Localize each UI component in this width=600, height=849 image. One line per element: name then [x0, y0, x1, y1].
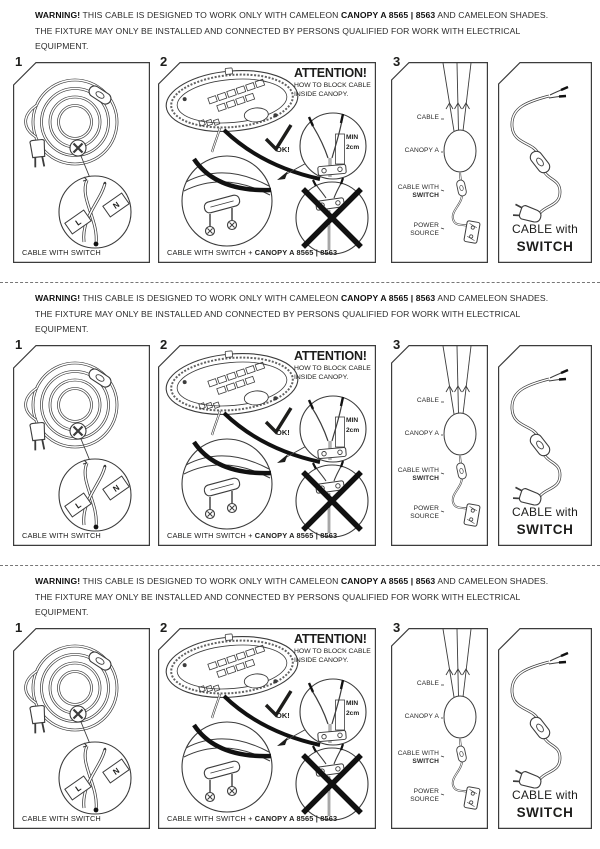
warning-line2: THE FIXTURE MAY ONLY BE INSTALLED AND CONNECTED BY PERSONS QUALIFIED FOR WORK WITH ELECTRICAL EQUIPMENT. — [35, 308, 521, 334]
wrong-way-detail — [296, 178, 368, 254]
attention-line1: HOW TO BLOCK CABLE — [294, 365, 371, 372]
product-title-line2: SWITCH — [516, 239, 574, 254]
attention-line2: INSIDE CANOPY. — [294, 656, 349, 664]
warning-line2: THE FIXTURE MAY ONLY BE INSTALLED AND CONNECTED BY PERSONS QUALIFIED FOR WORK WITH ELECTRICAL EQUIPMENT. — [35, 25, 521, 51]
panel-canopy-mounting — [158, 338, 376, 546]
panel-assembly-scheme — [391, 55, 488, 263]
neutral-wire-label: N — [102, 475, 130, 500]
live-wire-label: L — [64, 209, 92, 234]
panels-row — [13, 55, 592, 263]
attention-title: ATTENTION! — [294, 632, 367, 646]
step-number: 1 — [15, 54, 23, 69]
canopy-side-view — [444, 130, 476, 172]
cable-with-label: CABLE WITH — [397, 184, 439, 191]
product-title-line1: CABLE with — [511, 222, 579, 236]
panel-product — [498, 55, 592, 263]
canopy-label: CANOPY A — [404, 713, 439, 720]
canopy-side-view — [444, 413, 476, 455]
product-title-line2: SWITCH — [516, 805, 574, 820]
clamp-magnifier — [182, 722, 272, 812]
warning-word: WARNING! — [35, 10, 81, 20]
switch-label: SWITCH — [412, 475, 439, 482]
instruction-section — [0, 283, 600, 566]
product-title-line1: CABLE with — [511, 505, 579, 519]
cable-label: CABLE — [416, 680, 439, 687]
min-distance-label: MIN 2cm — [346, 417, 360, 434]
panels-row — [13, 338, 592, 546]
panel-cable-with-switch — [13, 55, 150, 263]
instruction-section — [0, 566, 600, 849]
clamp-magnifier — [182, 156, 272, 246]
product-title — [498, 222, 592, 254]
step-number: 1 — [15, 620, 23, 635]
attention-title: ATTENTION! — [294, 349, 367, 363]
coiled-cable-diagram — [13, 62, 150, 263]
warning-text: WARNING! THIS CABLE IS DESIGNED TO WORK ONLY WITH CAMELEON CANOPY A 8565 | 8563 AND CAMELEON SHADES. THE FIXTURE MAY ONLY BE INSTALLED AND CONNECTED BY PERSONS QUALIFIED FOR WORK WITH ELECTRICAL EQUIPMENT. — [35, 576, 549, 617]
step-number: 3 — [393, 337, 401, 352]
panel-canopy-mounting — [158, 55, 376, 263]
attention-line1: HOW TO BLOCK CABLE — [294, 648, 371, 655]
canopy-side-view — [444, 696, 476, 738]
panel-caption: CABLE WITH SWITCH — [22, 248, 101, 257]
attention-title: ATTENTION! — [294, 66, 367, 80]
cable-label: CABLE — [416, 114, 439, 121]
neutral-wire-label: N — [102, 758, 130, 783]
panel-product — [498, 338, 592, 546]
source-label: SOURCE — [410, 513, 439, 520]
warning-word: WARNING! — [35, 293, 81, 303]
live-wire-label: L — [64, 775, 92, 800]
panels-row — [13, 621, 592, 829]
wire-magnifier — [59, 176, 131, 248]
wrong-way-detail — [296, 744, 368, 820]
panel-cable-with-switch — [13, 338, 150, 546]
warning-line2: THE FIXTURE MAY ONLY BE INSTALLED AND CONNECTED BY PERSONS QUALIFIED FOR WORK WITH ELECTRICAL EQUIPMENT. — [35, 591, 521, 617]
panel-product — [498, 621, 592, 829]
attention-line1: HOW TO BLOCK CABLE — [294, 82, 371, 89]
cable-with-label: CABLE WITH — [397, 750, 439, 757]
screw-icon — [70, 140, 86, 156]
warning-text: WARNING! THIS CABLE IS DESIGNED TO WORK ONLY WITH CAMELEON CANOPY A 8565 | 8563 AND CAMELEON SHADES. THE FIXTURE MAY ONLY BE INSTALLED AND CONNECTED BY PERSONS QUALIFIED FOR WORK WITH ELECTRICAL EQUIPMENT. — [35, 293, 549, 334]
attention-line2: INSIDE CANOPY. — [294, 373, 349, 381]
panel-caption: CABLE WITH SWITCH — [22, 531, 101, 540]
screw-icon — [70, 706, 86, 722]
canopy-label: CANOPY A — [404, 430, 439, 437]
warning-word: WARNING! — [35, 576, 81, 586]
ok-label: OK! — [276, 145, 290, 154]
min-distance-label: MIN 2cm — [346, 700, 360, 717]
panel-caption: CABLE WITH SWITCH — [22, 814, 101, 823]
panel-caption: CABLE WITH SWITCH + CANOPY A 8565 | 8563 — [167, 248, 338, 257]
attention-note — [294, 632, 374, 665]
warning-text: WARNING! THIS CABLE IS DESIGNED TO WORK ONLY WITH CAMELEON CANOPY A 8565 | 8563 AND CAMELEON SHADES. THE FIXTURE MAY ONLY BE INSTALLED AND CONNECTED BY PERSONS QUALIFIED FOR WORK WITH ELECTRICAL EQUIPMENT. — [35, 10, 549, 51]
coiled-cable-diagram — [13, 345, 150, 546]
step-number: 2 — [160, 620, 168, 635]
panel-caption: CABLE WITH SWITCH + CANOPY A 8565 | 8563 — [167, 531, 338, 540]
screw-icon — [70, 423, 86, 439]
wire-magnifier — [59, 459, 131, 531]
attention-note — [294, 66, 374, 99]
switch-label: SWITCH — [412, 192, 439, 199]
source-label: SOURCE — [410, 230, 439, 237]
product-title-line1: CABLE with — [511, 788, 579, 802]
panel-assembly-scheme — [391, 338, 488, 546]
cable-label: CABLE — [416, 397, 439, 404]
power-label: POWER — [413, 788, 439, 795]
neutral-wire-label: N — [102, 192, 130, 217]
canopy-label: CANOPY A — [404, 147, 439, 154]
wire-magnifier — [59, 742, 131, 814]
power-label: POWER — [413, 222, 439, 229]
ok-label: OK! — [276, 428, 290, 437]
clamp-magnifier — [182, 439, 272, 529]
step-number: 1 — [15, 337, 23, 352]
product-title — [498, 505, 592, 537]
panel-assembly-scheme — [391, 621, 488, 829]
panel-canopy-mounting — [158, 621, 376, 829]
warning-product: CANOPY A 8565 | 8563 — [340, 10, 436, 20]
instruction-section — [0, 0, 600, 283]
warning-product: CANOPY A 8565 | 8563 — [340, 576, 436, 586]
min-distance-label: MIN 2cm — [346, 134, 360, 151]
product-title-line2: SWITCH — [516, 522, 574, 537]
panel-caption: CABLE WITH SWITCH + CANOPY A 8565 | 8563 — [167, 814, 338, 823]
step-number: 3 — [393, 620, 401, 635]
step-number: 2 — [160, 337, 168, 352]
switch-label: SWITCH — [412, 758, 439, 765]
step-number: 2 — [160, 54, 168, 69]
source-label: SOURCE — [410, 796, 439, 803]
warning-product: CANOPY A 8565 | 8563 — [340, 293, 436, 303]
attention-line2: INSIDE CANOPY. — [294, 90, 349, 98]
product-title — [498, 788, 592, 820]
cable-with-label: CABLE WITH — [397, 467, 439, 474]
coiled-cable-diagram — [13, 628, 150, 829]
panel-cable-with-switch — [13, 621, 150, 829]
power-label: POWER — [413, 505, 439, 512]
attention-note — [294, 349, 374, 382]
live-wire-label: L — [64, 492, 92, 517]
step-number: 3 — [393, 54, 401, 69]
wrong-way-detail — [296, 461, 368, 537]
ok-label: OK! — [276, 711, 290, 720]
